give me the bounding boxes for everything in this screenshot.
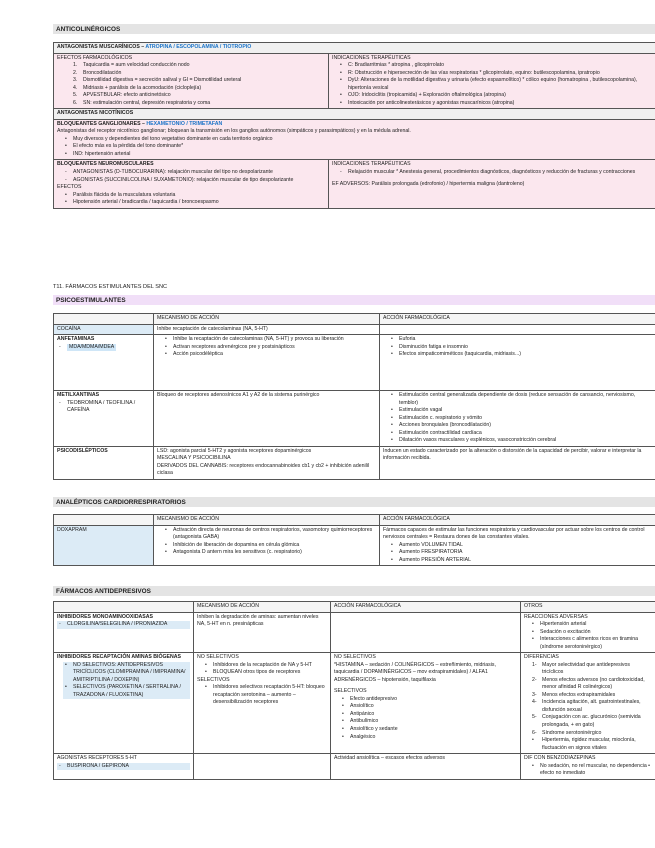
list-item: • Antipánico [340, 711, 517, 719]
list-item: - ANTAGONISTAS (D-TUBOCURARINA): relajación muscular del tipo no despolarizante [63, 169, 325, 177]
chapter-line: T11. FÁRMACOS ESTIMULANTES DEL SNC [53, 284, 168, 290]
imao-otros: REACCIONES ADVERSAS • Hipertensión arterial • Sedación o excitación • Interacciones c alimentos ricos en tiramina (síndrome serotoninérgico) [521, 612, 655, 653]
list-item: • Efecto antidepresivo [340, 696, 517, 704]
list-item: 6. SN: estimulación central, depresión respiratoria y coma [71, 100, 325, 108]
list-item: • Antibulímico [340, 718, 517, 726]
metilxantinas-accion [380, 391, 655, 447]
list-item: • Aumento PRESIÓN ARTERIAL [389, 557, 652, 565]
list-item: • Inhibidores de la recaptación de NA y 5-HT [203, 662, 327, 670]
cocaina-accion [380, 324, 655, 335]
header-accion: ACCIÓN FARMACOLÓGICA [331, 602, 521, 613]
cell-efectos-farmacologicos: EFECTOS FARMACOLÓGICOS 1. Taquicardia = aum velocidad conducción nodo 2. Broncodilatación 3. Dismotilidad digestiva = secreción salival y GI = Dismotilidad ureteral 4. Midriasis + parálisis de la acomodación (cicloplejía) 5. APVESTBULAR: efecto anticinetósico 6. SN: estimulación central, depresión respiratoria y coma [54, 53, 329, 109]
list-item: • C: Bradiarritmias * atropina , glicopirrolato [338, 62, 652, 70]
header-antagonistas-nicotinicos: ANTAGONISTAS NICOTÍNICOS [54, 109, 655, 120]
list-item: • SELECTIVOS (PAROXETINA / SERTRALINA / TRAZADONA / FLUOXETINA) [63, 684, 190, 699]
header-empty [54, 602, 194, 613]
table-psicoestimulantes [53, 313, 655, 480]
list-item: • Euforia [389, 336, 652, 344]
header-empty [54, 515, 154, 526]
list-item: 2. Broncodilatación [71, 70, 325, 78]
ag-otros: DIF CON BENZODIAZEPINAS • No sedación, no rel muscular, no dependencia • efecto no inmediato [521, 754, 655, 780]
list-item: • BLOQUEAN otros tipos de receptores [203, 669, 327, 677]
list-item: • DyU: Alteraciones de la motilidad digestiva y urinaria (efecto espasmolítico) * cólico equino (homatropina , butilescopolamina), hipertonía vesical [338, 77, 652, 92]
header-antagonistas-muscarinicos: ANTAGONISTAS MUSCARÍNICOS – ATROPINA / ESCOPOLAMINA / TIOTROPIO [54, 43, 655, 54]
list-item: 4- Incidencia agitación, alt. gastrointestinales, disfunción sexual [530, 699, 652, 714]
irec-mecanismo: NO SELECTIVOS • Inhibidores de la recaptación de NA y 5-HT • BLOQUEAN otros tipos de receptores SELECTIVOS • Inhibidores selectivos recaptación 5-HT: bloqueo recaptación serotonina – aumento – desensibilización receptores [194, 653, 331, 754]
list-item: • Acciones bronquiales (broncodilatación) [389, 422, 652, 430]
header-otros: OTROS [521, 602, 655, 613]
list-item: 4. Midriasis + parálisis de la acomodación (cicloplejía) [71, 85, 325, 93]
list-item: 1- Mayor selectividad que antidepresivos tricíclicos [530, 662, 652, 677]
drug-doxapram: DOXAPRAM [54, 525, 154, 566]
drug-anfetaminas: ANFETAMINAS - MDA/MDMA/MDEA [54, 335, 154, 391]
header-mecanismo: MECANISMO DE ACCIÓN [154, 314, 380, 325]
list-item: • Interacciones c alimentos ricos en tiramina (síndrome serotoninérgico) [530, 636, 652, 651]
list-item: • Dilatación vasos musculares y esplénicos, vasoconstricción cerebral [389, 437, 652, 445]
list-item: • Hipertermia, rigidez muscular, mioclonía, fluctuación en signos vitales [530, 737, 652, 752]
list-item: • R: Obstrucción e hipersecreción de las vías respiratorias * glicopirrolato, equino: butilescopolamina, ipratropio [338, 70, 652, 78]
list-item: • Hipertensión arterial [530, 621, 652, 629]
psicodislepticos-accion: Inducen un estado caracterizado por la alteración o distorsión de la capacidad de percibir, valorar e interpretar la información recibida. [380, 446, 655, 479]
list-item: • IND: hipertensión arterial [63, 151, 652, 159]
list-item: 3. Dismotilidad digestiva = secreción salival y GI = Dismotilidad ureteral [71, 77, 325, 85]
list-item: • Disminución fatiga e insomnio [389, 344, 652, 352]
list-item: • Inhibición de liberación de dopamina en cérula glómica [163, 542, 376, 550]
anfetaminas-accion [380, 335, 655, 391]
list-item: • Estimulación contractilidad cardíaca [389, 430, 652, 438]
list-item: 5. APVESTBULAR: efecto anticinetósico [71, 92, 325, 100]
anfetaminas-mecanismo [154, 335, 380, 391]
table-antidepresivos [53, 601, 655, 780]
list-item: • Intoxicación por anticolinesterásicos y agonistas muscarínicos (atropina) [338, 100, 652, 108]
psicodislepticos-mecanismo: LSD: agonista parcial 5-HT2 y agonista receptores dopaminérgicos MESCALINA Y PSICOCIBILINA DERIVADOS DEL CANNABIS: receptores endocannabinoides cb1 y cb2 + inhibición adenilil ciclasa [154, 446, 380, 479]
list-item: • Analgésico [340, 734, 517, 742]
header-accion: ACCIÓN FARMACOLÓGICA [380, 314, 655, 325]
list-item: - Relajación muscular * Anestesia general, procedimientos diagnósticos, diagnósticos y reducción de fracturas y contracciones [338, 169, 652, 177]
table-analepticos [53, 514, 655, 566]
doxapram-accion: Fármacos capaces de estimular las funciones respiratoria y cardiovascular por actuar sobre los centros de control nerviosos centrales = Restaura dones de las constantes vitales. • Aumento VOLUMEN TIDAL • Aumento FRESPIRATORIA • Aumento PRESIÓN ARTERIAL [380, 525, 655, 566]
drug-inhibidores-recaptacion: INHIBIDORES RECAPTACIÓN AMINAS BIÓGENAS • NO SELECTIVOS: ANTIDEPRESIVOS TRICÍCLICOS (CLOMIPRAMINA / IMIPRAMINA/ AMITRIPTILINA / DOXEPIN) • SELECTIVOS (PAROXETINA / SERTRALINA / TRAZADONA / FLUOXETINA) [54, 653, 194, 754]
cell-indicaciones-terapeuticas: INDICACIONES TERAPÉUTICAS • C: Bradiarritmias * atropina , glicopirrolato • R: Obstrucción e hipersecreción de las vías respiratorias * glicopirrolato, equino: butilescopolamina, ipratropio • DyU: Alteraciones de la motilidad digestiva y urinaria (efecto espasmolítico) * cólico equino (homatropina , butilescopolamina), hipertonía vesical • OJO: Iridociclitis (tropicamida) + Exploración oftalmológica (atropina) • Intoxicación por anticolinesterásicos y agonistas muscarínicos (atropina) [329, 53, 655, 109]
section-title-analepticos: ANALÉPTICOS CARDIORRESPIRATORIOS [53, 497, 655, 507]
header-mecanismo: MECANISMO DE ACCIÓN [194, 602, 331, 613]
irec-accion: NO SELECTIVOS *HISTAMINA – sedación / COLINÉRGICOS – estreñimiento, midriasis, taquicardia / DOPAMINÉRGICOS – mov extrapiramidales) / ALFA1 ADRENÉRGICOS – hipotensión, taquifilaxia SELECTIVOS • Efecto antidepresivo • Ansiolítico • Antipánico • Antibulímico • Ansiolítico y sedante • Analgésico [331, 653, 521, 754]
cell-bloqueantes-neuromusculares: BLOQUEANTES NEUROMUSCULARES - ANTAGONISTAS (D-TUBOCURARINA): relajación muscular del tipo no despolarizante - AGONISTAS (SUCCINILCOLINA / SUXAMETONIO): relajación muscular de tipo despolarizante EFECTOS • Parálisis flácida de la musculatura voluntaria • Hipotensión arterial / bradicardia / taquicardia / broncoespasmo [54, 160, 329, 208]
list-item: • Sedación o excitación [530, 629, 652, 637]
section-title-antidepresivos: FÁRMACOS ANTIDEPRESIVOS [53, 586, 655, 596]
list-item: • Inhibidores selectivos recaptación 5-HT: bloqueo recaptación serotonina – aumento – desensibilización receptores [203, 684, 327, 707]
list-item: - AGONISTAS (SUCCINILCOLINA / SUXAMETONIO): relajación muscular de tipo despolarizante [63, 177, 325, 185]
list-item: • El efecto más es la pérdida del tono dominante* [63, 143, 652, 151]
list-item: • Parálisis flácida de la musculatura voluntaria [63, 192, 325, 200]
doxapram-mecanismo [154, 525, 380, 566]
irec-otros: DIFERENCIAS 1- Mayor selectividad que antidepresivos tricíclicos 2- Menos efectos adversos (no cardiotoxicidad, menor afinidad R colinérgicos) 3- Menos efectos extrapiramidales 4- Incidencia agitación, alt. gastrointestinales, disfunción sexual 5- Conjugación con ac. glucurónico (semivida prolongada, + en gato) 6- Síndrome serotoninérgico • Hipertermia, rigidez muscular, mioclonía, fluctuación en signos vitales [521, 653, 655, 754]
list-item: • Ansiolítico y sedante [340, 726, 517, 734]
list-item: • Inhibe la recaptación de catecolaminas (NA, 5-HT) y provoca su liberación [163, 336, 376, 344]
list-item: • Aumento FRESPIRATORIA [389, 549, 652, 557]
section-title-psicoestimulantes: PSICOESTIMULANTES [53, 295, 655, 305]
metilxantinas-mecanismo: Bloqueo de receptores adenosínicos A1 y A2 de la sistema purinérgico [154, 391, 380, 447]
ag-accion: Actividad ansiolítica – escasos efectos adversos [331, 754, 521, 780]
list-item: • Hipotensión arterial / bradicardia / taquicardia / broncoespasmo [63, 199, 325, 207]
cell-bloqueantes-ganglionares: BLOQUEANTES GANGLIONARES – HEXAMETONIO / TRIMETAFAN Antagonistas del receptor nicotínico ganglionar; bloquean la transmisión en los ganglios autónomos (simpáticos y parasimpáticos) y en la médula adrenal. • Muy diversos y dependientes del tono vegetativo dominante en cada territorio orgánico • El efecto más es la pérdida del tono dominante* • IND: hipertensión arterial [54, 119, 655, 160]
list-item: 3- Menos efectos extrapiramidales [530, 692, 652, 700]
list-item: • Efectos simpaticomiméticos (taquicardia, midriasis...) [389, 351, 652, 359]
list-item: 5- Conjugación con ac. glucurónico (semivida prolongada, + en gato) [530, 714, 652, 729]
cocaina-mecanismo: Inhibe recaptación de catecolaminas (NA, 5-HT) [154, 324, 380, 335]
list-item: • OJO: Iridociclitis (tropicamida) + Exploración oftalmológica (atropina) [338, 92, 652, 100]
list-item: • Activan receptores adrenérgicos pre y postsinápticos [163, 344, 376, 352]
header-accion: ACCIÓN FARMACOLÓGICA [380, 515, 655, 526]
drug-cocaina: COCAÍNA [54, 324, 154, 335]
drug-agonistas-5ht: AGONISTAS RECEPTORES 5-HT - BUSPIRONA / GEPIRONA [54, 754, 194, 780]
cell-neuro-indicaciones: INDICACIONES TERAPÉUTICAS - Relajación muscular * Anestesia general, procedimientos diagnósticos, diagnósticos y reducción de fracturas y contracciones EF ADVERSOS: Parálisis prolongada (edrofonio) / hipertermia maligna (dantroleno) [329, 160, 655, 208]
header-mecanismo: MECANISMO DE ACCIÓN [154, 515, 380, 526]
list-item: • Ansiolítico [340, 703, 517, 711]
drug-metilxantinas: METILXANTINAS - TEOBROMINA / TEOFILINA / CAFEÍNA [54, 391, 154, 447]
drug-psicodislepticos: PSICODISLÉPTICOS [54, 446, 154, 479]
list-item: 1. Taquicardia = aum velocidad conducción nodo [71, 62, 325, 70]
imao-mecanismo: Inhiben la degradación de aminas: aumentan niveles NA, 5-HT en n. presinápticas [194, 612, 331, 653]
list-item: • No sedación, no rel muscular, no dependencia • efecto no inmediato [530, 763, 652, 778]
list-item: • Estimulación vagal [389, 407, 652, 415]
drug-imao: INHIBIDORES MONOAMINOOXIDASAS - CLORGILINA/SELEGILINA / IPRONIAZIDA [54, 612, 194, 653]
list-item: • Muy diversos y dependientes del tono vegetativo dominante en cada territorio orgánico [63, 136, 652, 144]
list-item: 2- Menos efectos adversos (no cardiotoxicidad, menor afinidad R colinérgicos) [530, 677, 652, 692]
list-item: 6- Síndrome serotoninérgico [530, 730, 652, 738]
ag-mecanismo [194, 754, 331, 780]
imao-accion [331, 612, 521, 653]
list-item: • Aumento VOLUMEN TIDAL [389, 542, 652, 550]
list-item: • Antagonista D antern mira les sensitivos (c. respiratorio) [163, 549, 376, 557]
table-anticolinergicos [53, 42, 655, 209]
list-item: • Activación directa de neuronas de centros respiratorios, vasomotory quimiorreceptores (antagonista GABA) [163, 527, 376, 542]
section-title-anticolinergicos: ANTICOLINÉRGICOS [53, 24, 655, 34]
list-item: • Estimulación central generalizada dependiente de dosis (reduce sensación de cansancio, nerviosismo, temblor) [389, 392, 652, 407]
list-item: • Acción psicodéléptica [163, 351, 376, 359]
list-item: • Estimulación c. respiratorio y vómito [389, 415, 652, 423]
list-item: • NO SELECTIVOS: ANTIDEPRESIVOS TRICÍCLICOS (CLOMIPRAMINA / IMIPRAMINA/ AMITRIPTILINA / DOXEPIN) [63, 662, 190, 685]
header-empty [54, 314, 154, 325]
